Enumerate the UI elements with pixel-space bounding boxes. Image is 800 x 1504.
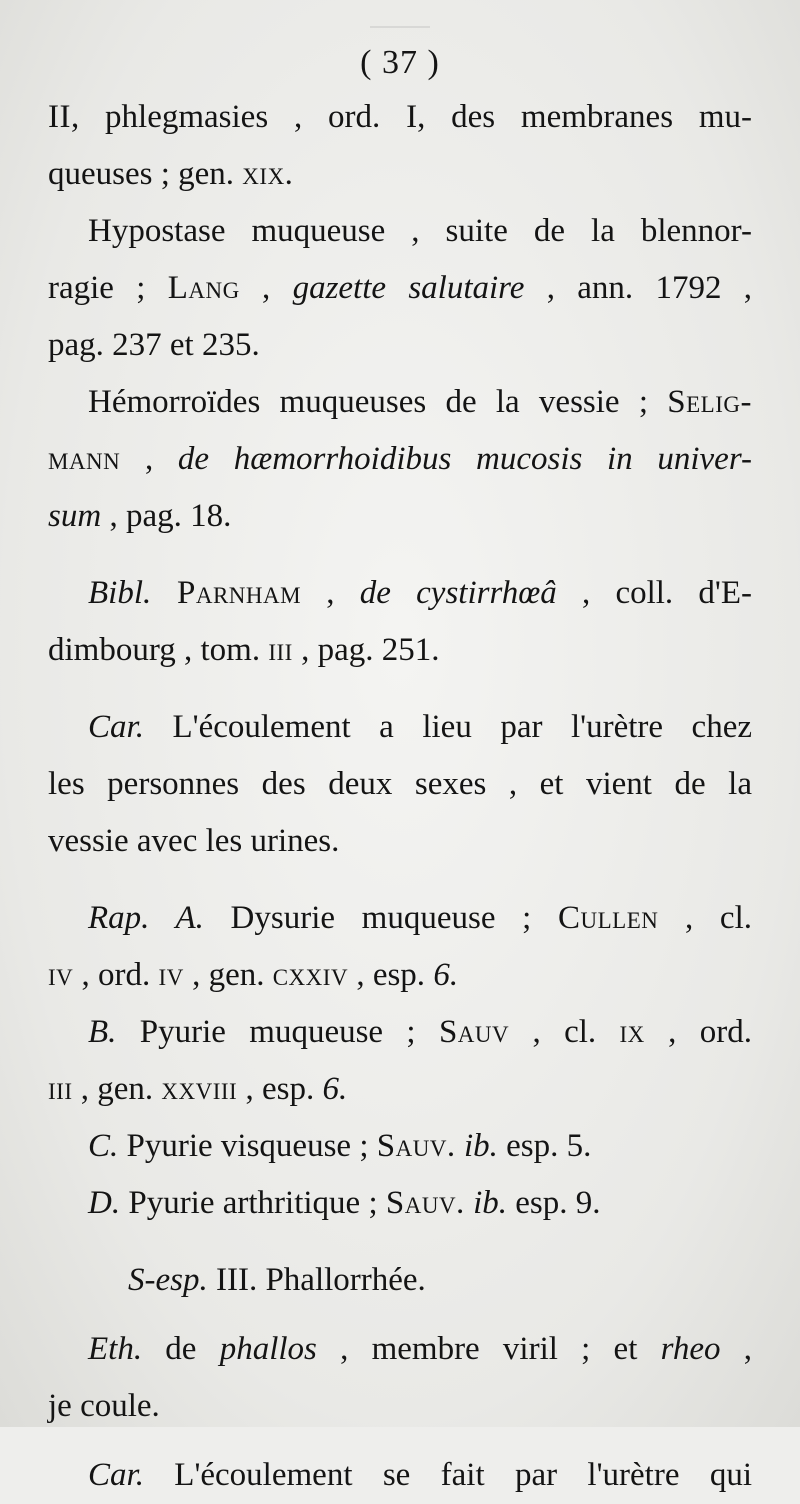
text-line: Bibl. Parnham , de cystirrhœâ , coll. d'E- [88, 575, 752, 611]
text-line: iii , gen. xxviii , esp. 6. [48, 1071, 348, 1107]
page-edge-shadow [370, 0, 430, 28]
text-line: vessie avec les urines. [48, 823, 340, 859]
text-line: B. Pyurie muqueuse ; Sauv , cl. ix , ord. [88, 1014, 752, 1050]
text-line: les personnes des deux sexes , et vient de la [48, 766, 752, 802]
text-line: Rap. A. Dysurie muqueuse ; Cullen , cl. [88, 900, 752, 936]
text-line: mann , de hæmorrhoidibus mucosis in univer- [48, 441, 752, 477]
text-line: II, phlegmasies , ord. I, des membranes mu- [48, 99, 752, 135]
text-line: queuses ; gen. xix. [48, 156, 294, 192]
text-line: Car. L'écoulement se fait par l'urètre qui [88, 1457, 752, 1493]
text-line: iv , ord. iv , gen. cxxiv , esp. 6. [48, 957, 459, 993]
text-line: C. Pyurie visqueuse ; Sauv. ib. esp. 5. [88, 1128, 592, 1164]
text-line: sum , pag. 18. [48, 498, 232, 534]
text-line: je coule. [48, 1388, 160, 1424]
text-line: D. Pyurie arthritique ; Sauv. ib. esp. 9. [88, 1185, 601, 1221]
text-line: ragie ; Lang , gazette salutaire , ann. 1792 , [48, 270, 753, 306]
subsection-heading: S-esp. III. Phallorrhée. [128, 1262, 426, 1298]
paragraph-gap [48, 1309, 752, 1321]
paragraph-gap [48, 1232, 752, 1252]
text-line: Hypostase muqueuse , suite de la blennor- [88, 213, 752, 249]
text-line: pag. 237 et 235. [48, 327, 260, 363]
text-line: Hémorroïdes muqueuses de la vessie ; Selig- [88, 384, 752, 420]
page-number: ( 37 ) [360, 44, 440, 81]
text-line: Eth. de phallos , membre viril ; et rheo , [88, 1331, 752, 1367]
text-line: Car. L'écoulement a lieu par l'urètre chez [88, 709, 752, 745]
paragraph-gap [48, 679, 752, 699]
paragraph-gap [48, 870, 752, 890]
paragraph-gap [48, 1435, 752, 1447]
paragraph-gap [48, 545, 752, 565]
text-line: dimbourg , tom. iii , pag. 251. [48, 632, 440, 668]
page-text-block [48, 34, 752, 1504]
